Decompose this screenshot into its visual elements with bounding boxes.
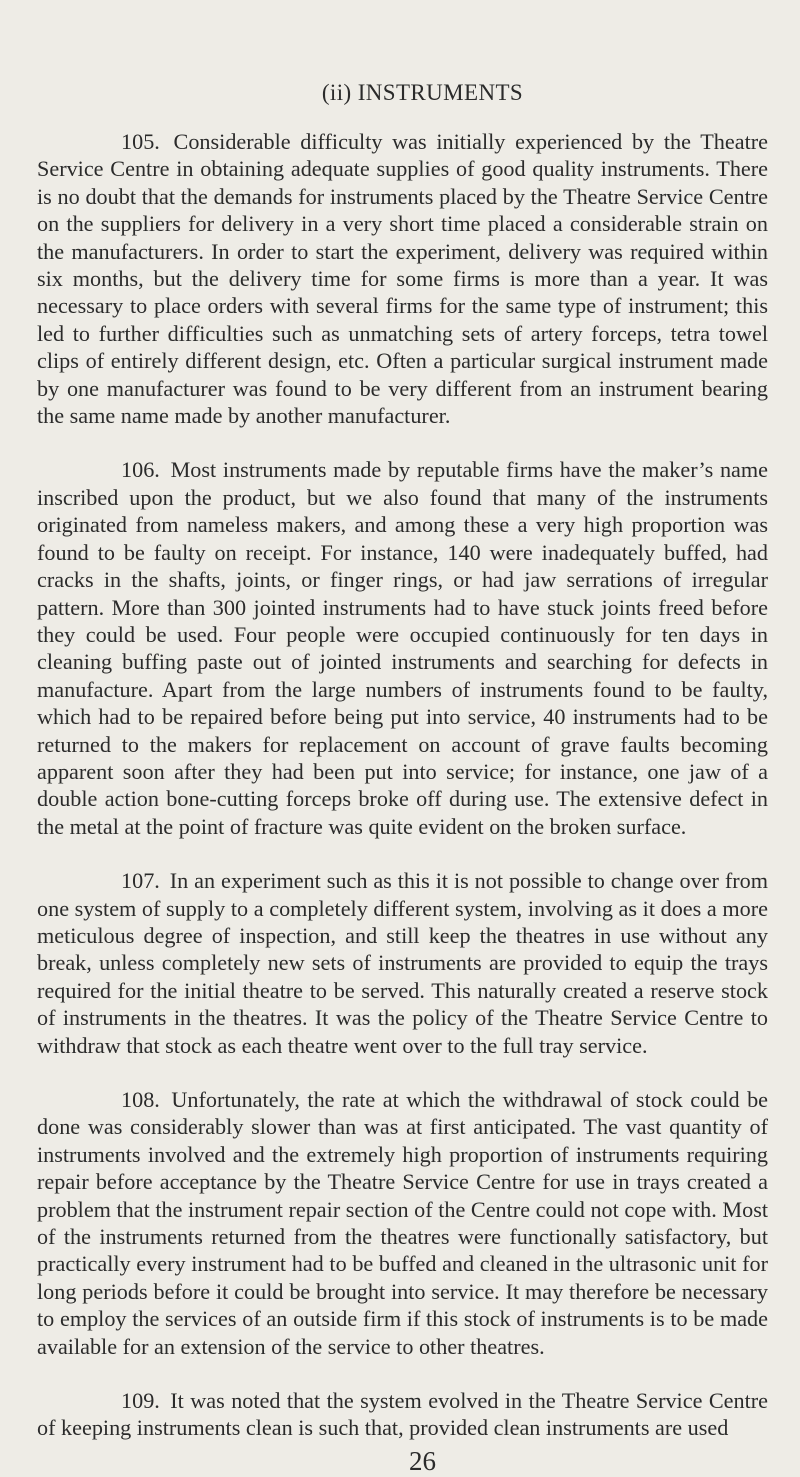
paragraph-text: Unfortunately, the rate at which the withdrawal of stock could be done was considerably slower than was at first anticipated. The vast quantity of instruments involved and the extremely high proportion of instruments requiring repair before acceptance by the Theatre Service Centre for use in trays created a problem that the instrument repair section of the Centre could not cope with. Most of the instruments returned from the theatres were functionally satisfactory, but practically every instrument had to be buffed and cleaned in the ultrasonic unit for long periods before it could be brought into service. It may therefore be necessary to employ the services of an outside firm if this stock of instruments is to be made available for an extension of the service to other theatres. (37, 1087, 769, 1359)
paragraph-number: 109. (121, 1388, 160, 1414)
section-heading: (ii) INSTRUMENTS (321, 80, 524, 105)
paragraph-text: Considerable difficulty was initially experienced by the Theatre Service Centre in obtaining adequate supplies of good quality instruments. There is no doubt that the demands for instruments placed by the Theatre Service Centre on the suppliers for delivery in a very short time placed a considerable strain on the manufacturers. In order to start the experiment, delivery was required within six months, but the delivery time for some firms is more than a year. It was necessary to place orders with several firms for the same type of instrument; this led to further difficulties such as unmatching sets of artery forceps, tetra towel clips of entirely different design, etc. Often a particular surgical instrument made by one manufacturer was found to be very different from an instrument bearing the same name made by another manufacturer. (37, 129, 768, 429)
paragraph-107 (37, 867, 768, 1059)
paragraph-number: 107. (121, 868, 160, 894)
paragraph-text: Most instruments made by reputable firms have the maker’s name inscribed upon the product, but we also found that many of the instruments originated from nameless makers, and among these a very high proportion was found to be faulty on receipt. For instance, 140 were inadequately buffed, had cracks in the shafts, joints, or finger rings, or had jaw serrations of irregular pattern. More than 300 jointed instruments had to have stuck joints freed before they could be used. Four people were occupied continuously for ten days in cleaning buffing paste out of jointed instruments and searching for defects in manufacture. Apart from the large numbers of instruments found to be faulty, which had to be repaired before being put into service, 40 instruments had to be returned to the makers for replacement on account of grave faults becoming apparent soon after they had been put into service; for instance, one jaw of a double action bone-cutting forceps broke off during use. The extensive defect in the metal at the point of fracture was quite evident on the broken surface. (37, 457, 768, 839)
paragraph-105 (37, 128, 768, 429)
paragraph-text: It was noted that the system evolved in the Theatre Service Centre of keeping instruments clean is such that, provided clean instruments are used (37, 1388, 768, 1441)
paragraph-number: 108. (121, 1087, 160, 1112)
paragraph-number: 106. (121, 457, 160, 483)
paragraph-108 (37, 1086, 768, 1360)
page-number: 26 (409, 1445, 436, 1476)
paragraph-106 (37, 456, 768, 840)
paragraph-109 (37, 1387, 768, 1442)
paragraph-text: In an experiment such as this it is not possible to change over from one system of supply to a completely different system, involving as it does a more meticulous degree of inspection, and still keep the theatres in use without any break, unless completely new sets of instruments are provided to equip the trays required for the initial theatre to be served. This naturally created a reserve stock of instruments in the theatres. It was the policy of the Theatre Service Centre to withdraw that stock as each theatre went over to the full tray service. (37, 868, 768, 1058)
paragraph-number: 105. (121, 129, 160, 154)
